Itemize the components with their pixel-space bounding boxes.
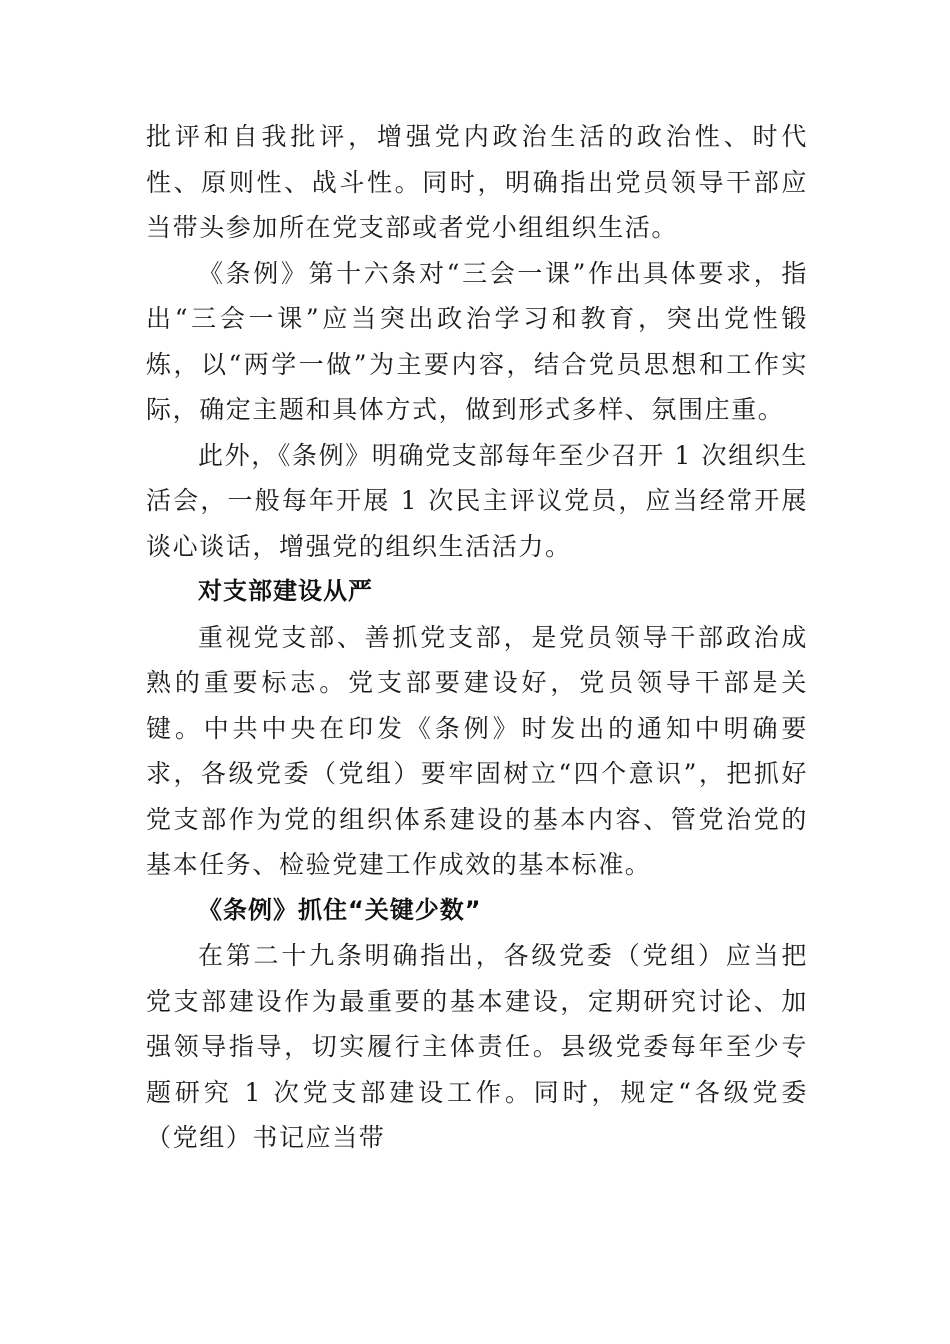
paragraph-three-meetings: 《条例》第十六条对“三会一课”作出具体要求，指出“三会一课”应当突出政治学习和教育，突出党性锻炼，以“两学一做”为主要内容，结合党员思想和工作实际，确定主题和具体方式，做到形式多样、氛围庄重。 xyxy=(146,258,808,424)
document-body xyxy=(146,114,808,1161)
section-heading-branch-construction: 对支部建设从严 xyxy=(198,577,373,605)
paragraph-article-29: 在第二十九条明确指出，各级党委（党组）应当把党支部建设作为最重要的基本建设，定期研究讨论、加强领导指导，切实履行主体责任。县级党委每年至少专题研究 1 次党支部建设工作。同时，规定“各级党委（党组）书记应当带 xyxy=(146,941,808,1152)
section-heading-key-minority: 《条例》抓住“关键少数” xyxy=(198,895,482,924)
paragraph-organization-life: 此外，《条例》明确党支部每年至少召开 1 次组织生活会，一般每年开展 1 次民主评议党员，应当经常开展谈心谈话，增强党的组织生活活力。 xyxy=(146,440,808,561)
paragraph-continuation: 批评和自我批评，增强党内政治生活的政治性、时代性、原则性、战斗性。同时，明确指出党员领导干部应当带头参加所在党支部或者党小组组织生活。 xyxy=(146,122,808,242)
paragraph-branch-importance: 重视党支部、善抓党支部，是党员领导干部政治成熟的重要标志。党支部要建设好，党员领导干部是关键。中共中央在印发《条例》时发出的通知中明确要求，各级党委（党组）要牢固树立“四个意识”，把抓好党支部作为党的组织体系建设的基本内容、管党治党的基本任务、检验党建工作成效的基本标准。 xyxy=(146,622,808,879)
